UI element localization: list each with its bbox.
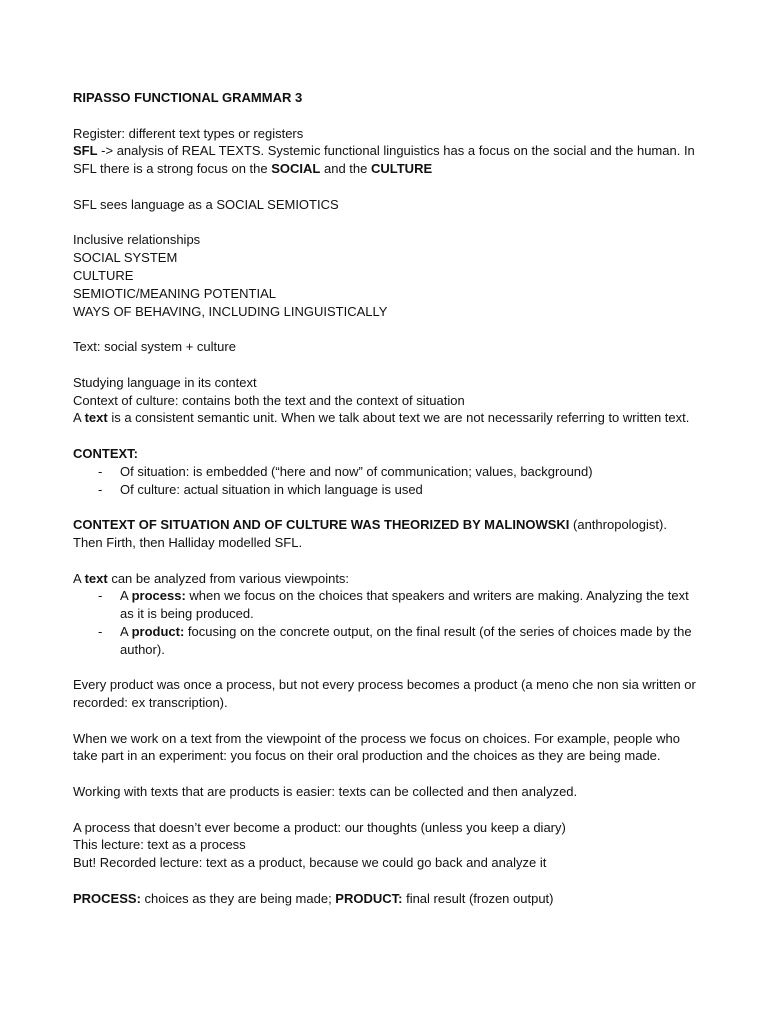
list-item: - Of situation: is embedded (“here and now” of communication; values, background) — [73, 463, 698, 481]
viewpoint-paragraph: When we work on a text from the viewpoint of the process we focus on choices. For example, people who take part in an experiment: you focus on their oral production and the choices as they are being made. — [73, 730, 680, 764]
inclusive-item: SEMIOTIC/MEANING POTENTIAL — [73, 285, 276, 301]
studying-line: Studying language in its context — [73, 374, 257, 390]
context-list — [73, 463, 698, 499]
product-paragraph: Every product was once a process, but not every process becomes a product (a meno che non sia written or recorded: ex transcription). — [73, 677, 696, 711]
recorded-lecture-line: But! Recorded lecture: text as a product, because we could go back and analyze it — [73, 855, 547, 871]
malinowski-paragraph: CONTEXT OF SITUATION AND OF CULTURE WAS THEORIZED BY MALINOWSKI (anthropologist). Then Firth, then Halliday modelled SFL. — [73, 517, 667, 550]
list-item-process: - A process: when we focus on the choices that speakers and writers are making. Analyzing the text as it is being produced. — [73, 587, 698, 623]
thoughts-line: A process that doesn’t ever become a product: our thoughts (unless you keep a diary) — [73, 819, 566, 835]
inclusive-item: CULTURE — [73, 267, 134, 283]
viewpoints-list — [73, 587, 698, 658]
page-title: RIPASSO FUNCTIONAL GRAMMAR 3 — [73, 90, 303, 105]
summary-line: PROCESS: choices as they are being made; PRODUCT: final result (frozen output) — [73, 890, 554, 906]
context-of-culture-line: Context of culture: contains both the text and the context of situation — [73, 392, 465, 408]
semiotics-line: SFL sees language as a SOCIAL SEMIOTICS — [73, 196, 339, 212]
register-line: Register: different text types or registers — [73, 125, 304, 141]
viewpoints-intro: A text can be analyzed from various viewpoints: — [73, 570, 350, 586]
inclusive-heading: Inclusive relationships — [73, 232, 201, 248]
sfl-paragraph: SFL -> analysis of REAL TEXTS. Systemic functional linguistics has a focus on the social and the human. In SFL there is a strong focus on the SOCIAL and the CULTURE — [73, 143, 695, 177]
list-item-product: - A product: focusing on the concrete output, on the final result (of the series of choices made by the author). — [73, 623, 698, 659]
text-definition: A text is a consistent semantic unit. When we talk about text we are not necessarily referring to written text. — [73, 410, 690, 426]
inclusive-item: WAYS OF BEHAVING, INCLUDING LINGUISTICALLY — [73, 303, 388, 319]
list-item: - Of culture: actual situation in which language is used — [73, 481, 698, 499]
context-heading: CONTEXT: — [73, 445, 138, 461]
easier-paragraph: Working with texts that are products is easier: texts can be collected and then analyzed. — [73, 784, 578, 800]
inclusive-item: SOCIAL SYSTEM — [73, 250, 178, 266]
inclusive-relationships — [73, 231, 698, 320]
lecture-line: This lecture: text as a process — [73, 837, 246, 853]
text-formula: Text: social system + culture — [73, 339, 236, 355]
